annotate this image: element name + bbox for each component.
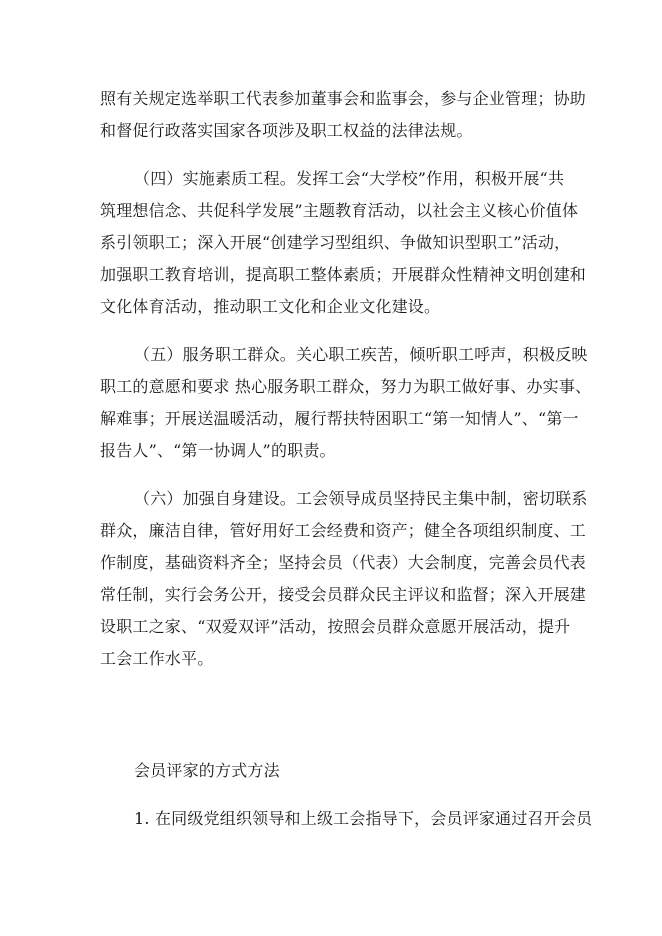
paragraph-line: （五）服务职工群众。关心职工疾苦，倾听职工呼声，积极反映: [134, 345, 588, 364]
paragraph-line: （六）加强自身建设。工会领导成员坚持民主集中制，密切联系: [134, 489, 588, 508]
paragraph-line: 设职工之家、“双爱双评”活动，按照会员群众意愿开展活动，提升: [100, 617, 571, 636]
paragraph-line: 系引领职工；深入开展“创建学习型组织、争做知识型职工”活动，: [100, 233, 571, 252]
paragraph-line: 报告人”、“第一协调人”的职责。: [100, 441, 336, 460]
numbered-item-line: 1. 在同级党组织领导和上级工会指导下，会员评家通过召开会员: [134, 809, 593, 828]
paragraph-line: 照有关规定选举职工代表参加董事会和监事会，参与企业管理；协助: [100, 89, 587, 108]
paragraph-line: 和督促行政落实国家各项涉及职工权益的法律法规。: [100, 121, 473, 140]
paragraph-line: 作制度，基础资料齐全；坚持会员（代表）大会制度，完善会员代表: [100, 553, 587, 572]
paragraph-line: 筑理想信念、共促科学发展”主题教育活动，以社会主义核心价值体: [100, 201, 579, 220]
paragraph-line: 工会工作水平。: [100, 649, 214, 668]
paragraph-line: 文化体育活动，推动职工文化和企业文化建设。: [100, 297, 441, 316]
paragraph-line: 常任制，实行会务公开，接受会员群众民主评议和监督；深入开展建: [100, 585, 587, 604]
section-heading: 会员评家的方式方法: [134, 761, 280, 780]
paragraph-line: （四）实施素质工程。发挥工会“大学校”作用，积极开展“共: [134, 169, 565, 188]
paragraph-line: 加强职工教育培训，提高职工整体素质；开展群众性精神文明创建和: [100, 265, 587, 284]
paragraph-line: 解难事；开展送温暖活动，履行帮扶特困职工“第一知情人”、“第一: [100, 409, 579, 428]
paragraph-line: 职工的意愿和要求 热心服务职工群众，努力为职工做好事、办实事、: [100, 377, 592, 396]
paragraph-line: 群众，廉洁自律，管好用好工会经费和资产；健全各项组织制度、工: [100, 521, 587, 540]
